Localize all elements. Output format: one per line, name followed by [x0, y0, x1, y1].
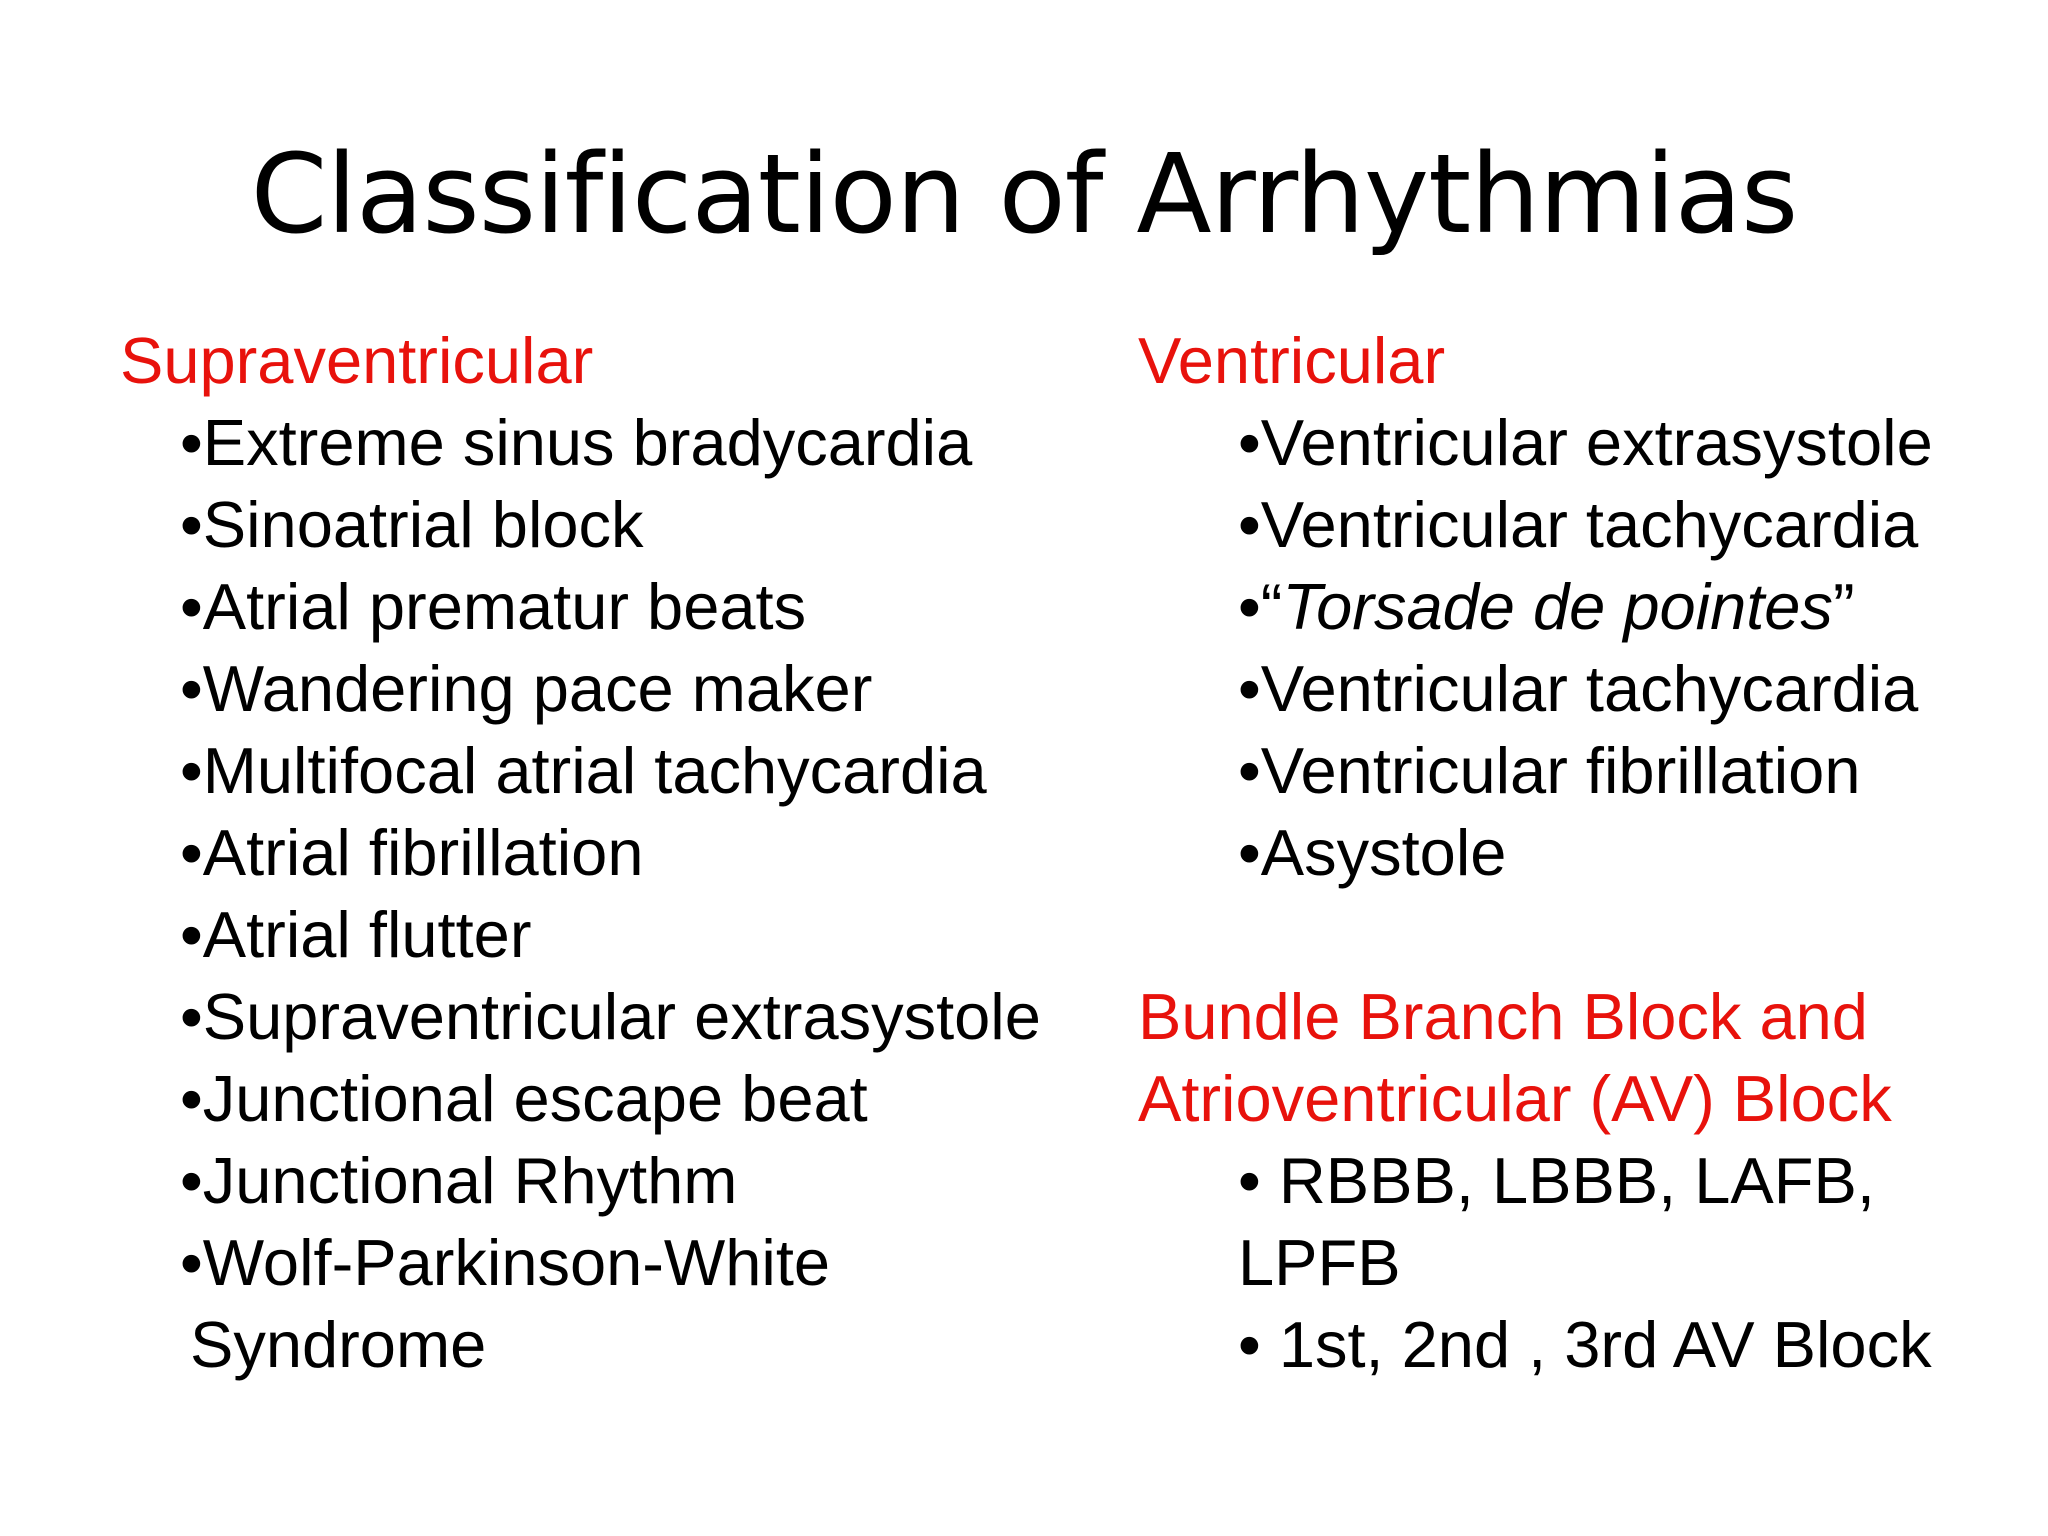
- av-block-list: [1138, 1140, 2038, 1386]
- list-item: •Ventricular extrasystole: [1238, 406, 1933, 479]
- ventricular-heading: Ventricular: [1138, 324, 1446, 397]
- list-item-torsade: [1238, 566, 2038, 648]
- list-item: •Ventricular tachycardia: [1238, 488, 1919, 561]
- list-item-continuation: Syndrome: [190, 1308, 487, 1381]
- list-item: •Junctional escape beat: [180, 1062, 868, 1135]
- list-item: •Sinoatrial block: [180, 488, 644, 561]
- supraventricular-heading: Supraventricular: [120, 324, 594, 397]
- av-block-heading-line1: Bundle Branch Block and: [1138, 980, 1868, 1053]
- list-item: •Atrial flutter: [180, 898, 532, 971]
- open-quote: “: [1260, 570, 1283, 643]
- bullet: •: [1238, 570, 1261, 643]
- ventricular-column: [1138, 320, 2038, 1386]
- ventricular-list: [1138, 402, 2038, 894]
- list-item: •Atrial prematur beats: [180, 570, 807, 643]
- av-block-heading-line2: Atrioventricular (AV) Block: [1138, 1062, 1892, 1135]
- torsade-text: Torsade de pointes: [1282, 570, 1833, 643]
- list-item: •Ventricular tachycardia: [1238, 652, 1919, 725]
- close-quote: ”: [1832, 570, 1855, 643]
- list-item: •Supraventricular extrasystole: [180, 980, 1041, 1053]
- list-item: •Wolf-Parkinson-White: [180, 1226, 831, 1299]
- list-item: •Wandering pace maker: [180, 652, 873, 725]
- spacer: [1138, 894, 2038, 976]
- supraventricular-list: [120, 402, 1100, 1386]
- list-item: • 1st, 2nd , 3rd AV Block: [1238, 1308, 1932, 1381]
- list-item: •Ventricular fibrillation: [1238, 734, 1861, 807]
- supraventricular-column: [120, 320, 1100, 1386]
- list-item: •Junctional Rhythm: [180, 1144, 738, 1217]
- list-item-continuation: LPFB: [1238, 1226, 1401, 1299]
- list-item: •Extreme sinus bradycardia: [180, 406, 973, 479]
- list-item: •Atrial fibrillation: [180, 816, 644, 889]
- slide-title: Classification of Arrhythmias: [250, 130, 1798, 258]
- list-item: •Asystole: [1238, 816, 1507, 889]
- list-item: •Multifocal atrial tachycardia: [180, 734, 987, 807]
- list-item: • RBBB, LBBB, LAFB,: [1238, 1144, 1875, 1217]
